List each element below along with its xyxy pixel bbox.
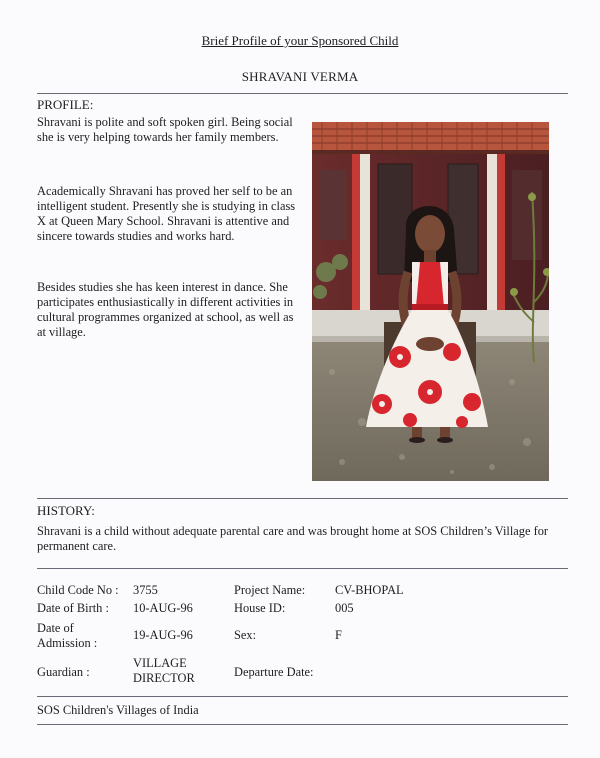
sex-value: F (335, 628, 342, 642)
project-name-value: CV-BHOPAL (335, 583, 404, 597)
child-code-label: Child Code No : (37, 583, 119, 597)
footer-org: SOS Children's Villages of India (37, 703, 199, 717)
profile-heading: PROFILE: (37, 97, 94, 112)
profile-paragraph-2: Academically Shravani has proved her self to be an intelligent student. Presently she is studying in class X at Queen Mary School. Shravani is attentive and sincere towards studies and works hard. (37, 184, 296, 243)
divider (37, 568, 568, 569)
divider (37, 696, 568, 697)
house-id-label: House ID: (234, 601, 286, 615)
child-name: SHRAVANI VERMA (241, 69, 359, 84)
departure-date-label: Departure Date: (234, 665, 314, 679)
sex-label: Sex: (234, 628, 257, 642)
guardian-label: Guardian : (37, 665, 90, 679)
child-code-value: 3755 (133, 583, 158, 597)
divider (37, 724, 568, 725)
guardian-value: VILLAGE DIRECTOR (133, 656, 195, 685)
dob-label: Date of Birth : (37, 601, 109, 615)
profile-paragraph-1: Shravani is polite and soft spoken girl. Being social she is very helping towards her family members. (37, 115, 293, 144)
doa-label: Date of Admission : (37, 621, 98, 650)
divider (37, 93, 568, 94)
document-title: Brief Profile of your Sponsored Child (201, 33, 399, 48)
history-text: Shravani is a child without adequate parental care and was brought home at SOS Children’s Village for permanent care. (37, 524, 549, 553)
doa-value: 19-AUG-96 (133, 628, 193, 642)
child-photo (312, 122, 549, 481)
divider (37, 498, 568, 499)
dob-value: 10-AUG-96 (133, 601, 193, 615)
project-name-label: Project Name: (234, 583, 306, 597)
house-id-value: 005 (335, 601, 354, 615)
profile-paragraph-3: Besides studies she has keen interest in dance. She participates enthusiastically in different activities in cultural programmes organized at school, as well as at village. (37, 280, 294, 339)
history-heading: HISTORY: (37, 503, 95, 518)
